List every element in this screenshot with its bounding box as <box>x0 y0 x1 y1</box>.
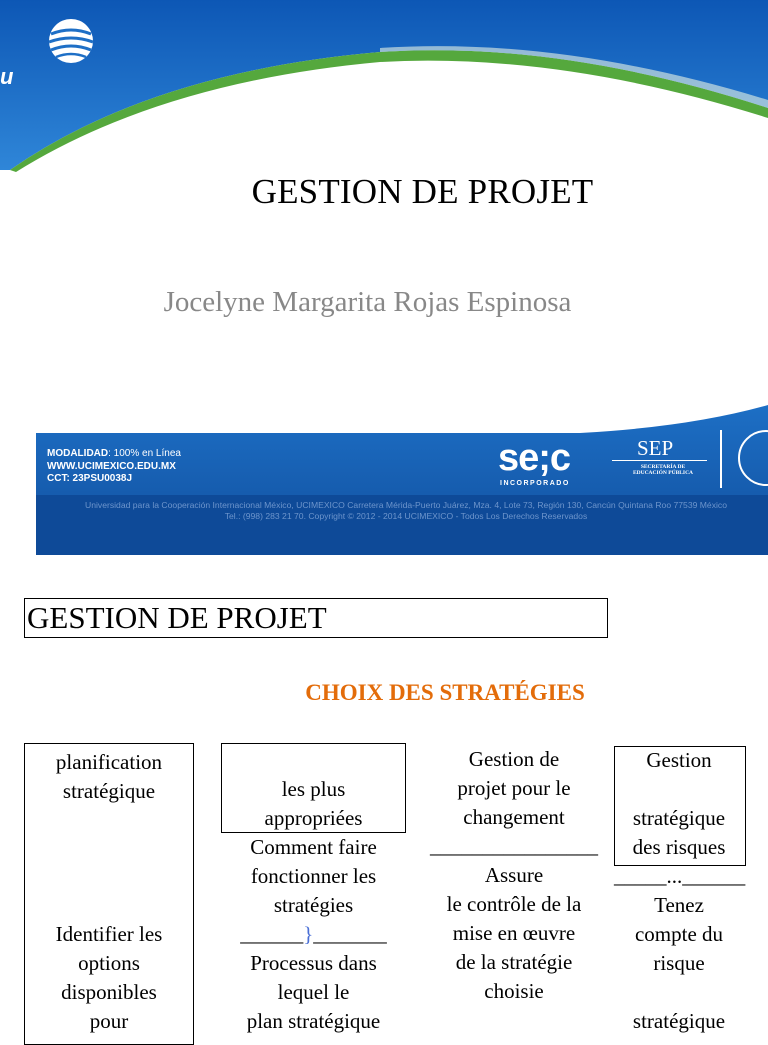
sep-subtitle: SECRETARÍA DE EDUCACIÓN PÚBLICA <box>632 464 694 476</box>
content-slide <box>0 570 768 1033</box>
col2-text: Comment faire <box>250 835 377 859</box>
col1-text: disponibles <box>61 980 157 1004</box>
globe-logo-icon <box>46 16 96 66</box>
col3-text: le contrôle de la <box>446 892 582 916</box>
brace-line <box>221 920 406 949</box>
col3-text: de la stratégie <box>455 950 573 974</box>
website-text: WWW.UCIMEXICO.EDU.MX <box>47 460 176 472</box>
col4-text: Gestion <box>646 748 712 772</box>
col4-text: stratégique <box>632 806 726 830</box>
col1-text: options <box>78 951 140 975</box>
col3-separator: ________________ <box>430 834 598 858</box>
slide-subtitle: CHOIX DES STRATÉGIES <box>305 680 585 705</box>
sep-divider <box>612 460 707 461</box>
brace-left: ______ <box>240 922 304 946</box>
footer-info <box>47 448 181 486</box>
col2-text: plan stratégique <box>246 1009 381 1033</box>
col4-text: risque <box>653 951 705 975</box>
col3-text: mise en œuvre <box>452 921 576 945</box>
address-line: Universidad para la Cooperación Internacional México, UCIMEXICO Carretera Mérida-Puerto Juárez, Mza. 4, Lote 73, Región 130, Cancún Quintana Roo 77539 México <box>85 500 727 510</box>
col1-text: stratégique <box>62 779 156 803</box>
col3-text: Assure <box>484 863 544 887</box>
slide-title: GESTION DE PROJET <box>24 598 608 638</box>
col2-text: fonctionner les <box>250 864 377 888</box>
cct-text: CCT: 23PSU0038J <box>47 473 133 484</box>
col4-text: des risques <box>632 835 726 859</box>
col4-text: compte du <box>634 922 724 946</box>
col3-text: Gestion de <box>468 747 560 771</box>
modality-label: MODALIDAD <box>47 448 109 459</box>
brace-right: _______ <box>313 922 387 946</box>
col3-text: choisie <box>484 979 544 1003</box>
sec-incorporado: INCORPORADO <box>500 480 570 487</box>
col4-text: Tenez <box>654 893 704 917</box>
col1-text: Identifier les <box>55 922 163 946</box>
sep-logo: SEP <box>637 436 674 460</box>
footer-address <box>36 500 768 521</box>
col2-text: lequel le <box>277 980 350 1004</box>
col1-text: pour <box>89 1009 129 1033</box>
col2-text: les plus <box>281 777 346 801</box>
col4-text <box>614 978 744 1007</box>
risk-management-column <box>614 746 744 1036</box>
col2-text: Processus dans <box>250 951 377 975</box>
slide-title: GESTION DE PROJET <box>251 172 594 211</box>
copyright-line: Tel.: (998) 283 21 70. Copyright © 2012 - 2014 UCIMEXICO - Todos Los Derechos Reservados <box>224 510 588 521</box>
change-management-column <box>422 745 606 1006</box>
strategy-execution-column <box>221 775 406 1036</box>
brace-icon: } <box>303 922 314 946</box>
seal-divider <box>720 430 722 488</box>
logo-text: u <box>0 64 14 89</box>
col2-text: appropriées <box>264 806 363 830</box>
author-name: Jocelyne Margarita Rojas Espinosa <box>163 286 572 318</box>
col1-text: planification <box>55 750 163 774</box>
col4-text: stratégique <box>632 1009 726 1033</box>
strategy-planning-box <box>24 743 194 1045</box>
sec-logo: se;c <box>498 437 571 479</box>
modality-value: : 100% en Línea <box>108 448 181 459</box>
col4-separator: _____...______ <box>614 864 746 888</box>
col2-text: stratégies <box>273 893 354 917</box>
col3-text: changement <box>463 805 565 829</box>
col3-text: projet pour le <box>457 776 571 800</box>
col4-text <box>614 775 744 804</box>
